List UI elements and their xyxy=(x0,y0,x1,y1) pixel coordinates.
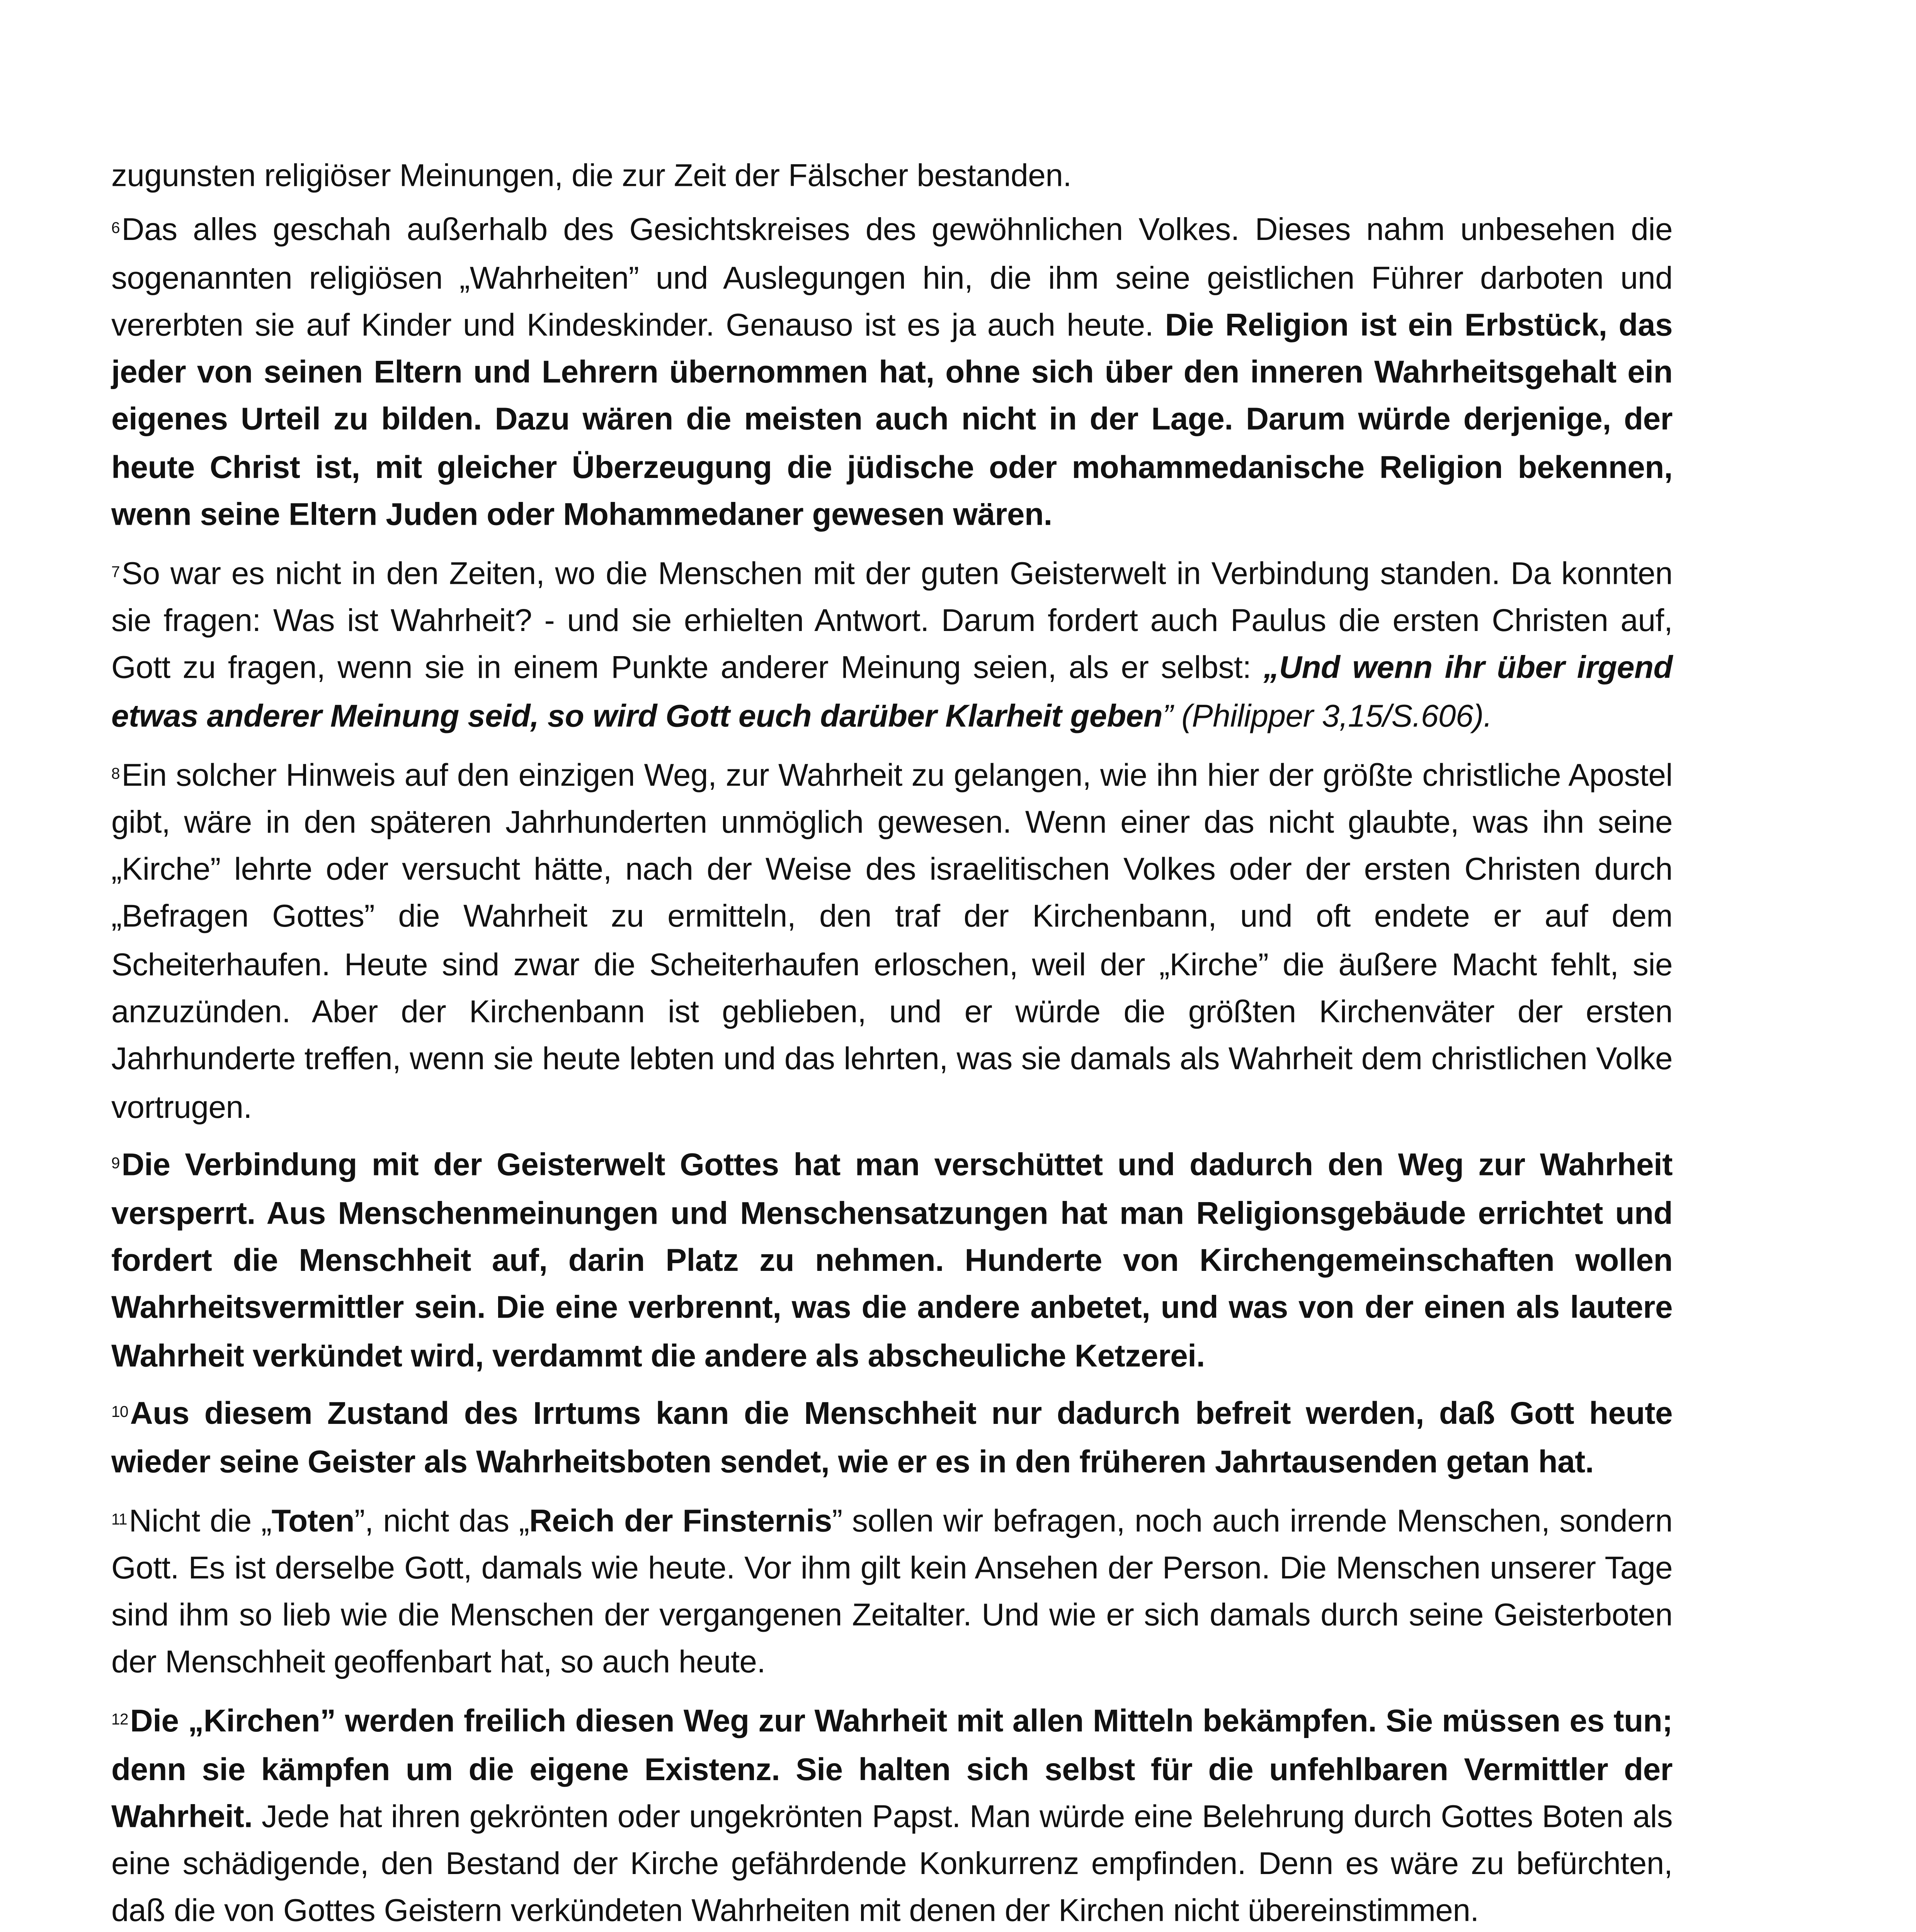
paragraph-8: $^8$ Ein solcher Hinweis auf den einzigen Weg, zur Wahrheit zu gelangen, wie ihn hier der größte christliche Apostel gibt, wäre in den späteren Jahrhunderten unmöglich gewesen. Wenn einer das nicht glaubte, was ihn seine „Kirche” lehrte oder versucht hätte, nach der Weise des israelitischen Volkes oder der ersten Christen durch „Befragen Gottes” die Wahrheit zu ermitteln, den traf der Kirchenbann, und oft endete er auf dem Scheiterhaufen. Heute sind zwar die Scheiterhaufen erloschen, weil der „Kirche” die äußere Macht fehlt, sie anzuzünden. Aber der Kirchenbann ist geblieben, und er würde die größten Kirchenväter der ersten Jahrhunderte treffen, wenn sie heute lebten und das lehrten, was sie damals als Wahrheit dem christlichen Volke vortrugen. xyxy=(111,757,1673,1124)
verse-number: 12 xyxy=(111,1711,129,1729)
emphasis-text: Die Verbindung mit der Geisterwelt Gottes hat man verschüttet und dadurch den Weg zur Wahrheit versperrt. Aus Menschenmeinungen und Menschensatzungen hat man Religionsgebäude errichtet und fordert die Menschheit auf, darin Platz zu nehmen. Hunderte von Kirchengemeinschaften wollen Wahrheitsvermittler sein. Die eine verbrennt, was die andere anbetet, und was von der einen als lautere Wahrheit verkündet wird, verdammt die andere als abscheuliche Ketzerei. xyxy=(111,1148,1673,1373)
verse-number: 7 xyxy=(111,563,120,581)
paragraph-10 xyxy=(111,1390,1673,1486)
bible-reference: ” (Philipper 3,15/S.606). xyxy=(1162,698,1492,733)
paragraph-continuation: zugunsten religiöser Meinungen, die zur Zeit der Fälscher bestanden. xyxy=(111,158,1072,193)
paragraph-9 xyxy=(111,1141,1673,1380)
bible-quote: „Und wenn ihr über irgend etwas anderer Meinung seid, so wird Gott euch darüber Klarheit geben xyxy=(111,651,1673,733)
verse-number: 10 xyxy=(111,1403,129,1421)
paragraph-6: $^6$ Das alles geschah außerhalb des Gesichtskreises des gewöhnlichen Volkes. Dieses nahm unbesehen die sogenannten religiösen „Wahrheiten” und Auslegungen hin, die ihm seine geistlichen Führer darboten und vererbten sie auf Kinder und Kindeskinder. Genauso ist es ja auch heute. Die Religion ist ein Erbstück, das jeder von seinen Eltern und Lehrern übernommen hat, ohne sich über den inneren Wahrheitsgehalt ein eigenes Urteil zu bilden. Dazu wären die meisten auch nicht in der Lage. Darum würde derjenige, der heute Christ ist, mit gleicher Überzeugung die jüdische oder mohammedanische Religion bekennen, wenn seine Eltern Juden oder Mohammedaner gewesen wären. xyxy=(111,213,1673,532)
verse-number: 11 xyxy=(111,1510,128,1527)
verse-number: 9 xyxy=(111,1155,120,1173)
verse-number: 6 xyxy=(111,219,120,237)
paragraph-11: $^{11}$ Nicht die „Toten”, nicht das „Reich der Finsternis” sollen wir befragen, noch auch irrende Menschen, sondern Gott. Es ist derselbe Gott, damals wie heute. Vor ihm gilt kein Ansehen der Person. Die Menschen unserer Tage sind ihm so lieb wie die Menschen der vergangenen Zeitalter. Und wie er sich damals durch seine Geisterboten der Menschheit geoffenbart hat, so auch heute. xyxy=(111,1503,1673,1680)
emphasis-text: Aus diesem Zustand des Irrtums kann die Menschheit nur dadurch befreit werden, daß Gott heute wieder seine Geister als Wahrheitsboten sendet, wie er es in den früheren Jahrtausenden getan hat. xyxy=(111,1396,1673,1479)
paragraph-12: $^{12}$ Die „Kirchen” werden freilich diesen Weg zur Wahrheit mit allen Mitteln bekämpfen. Sie müssen es tun; denn sie kämpfen um die eigene Existenz. Sie halten sich selbst für die unfehlbaren Vermittler der Wahrheit. Jede hat ihren gekrönten oder ungekrönten Papst. Man würde eine Belehrung durch Gottes Boten als eine schädigende, den Bestand der Kirche gefährdende Konkurrenz empfinden. Denn es wäre zu befürchten, daß die von Gottes Geistern verkündeten Wahrheiten mit denen der Kirchen nicht übereinstimmen. xyxy=(111,1704,1673,1929)
emphasis-text: Die „Kirchen” werden freilich diesen Weg zur Wahrheit mit allen Mitteln bekämpfen. Sie müssen es tun; denn sie kämpfen um die eigene Existenz. Sie halten sich selbst für die unfehlbaren Vermittler der Wahrheit. xyxy=(111,1704,1673,1834)
page-body xyxy=(111,153,1673,1932)
emphasis-text: Die Religion ist ein Erbstück, das jeder von seinen Eltern und Lehrern übernommen hat, ohne sich über den inneren Wahrheitsgehalt ein eigenes Urteil zu bilden. Dazu wären die meisten auch nicht in der Lage. Darum würde derjenige, der heute Christ ist, mit gleicher Überzeugung die jüdische oder mohammedanische Religion bekennen, wenn seine Eltern Juden oder Mohammedaner gewesen wären. xyxy=(111,307,1673,532)
verse-number: 8 xyxy=(111,764,120,782)
paragraph-7: $^7$ So war es nicht in den Zeiten, wo die Menschen mit der guten Geisterwelt in Verbindung standen. Da konnten sie fragen: Was ist Wahrheit? - und sie erhielten Antwort. Darum fordert auch Paulus die ersten Christen auf, Gott zu fragen, wenn sie in einem Punkte anderer Meinung seien, als er selbst: „Und wenn ihr über irgend etwas anderer Meinung seid, so wird Gott euch darüber Klarheit geben” (Philipper 3,15/S.606). xyxy=(111,556,1673,733)
